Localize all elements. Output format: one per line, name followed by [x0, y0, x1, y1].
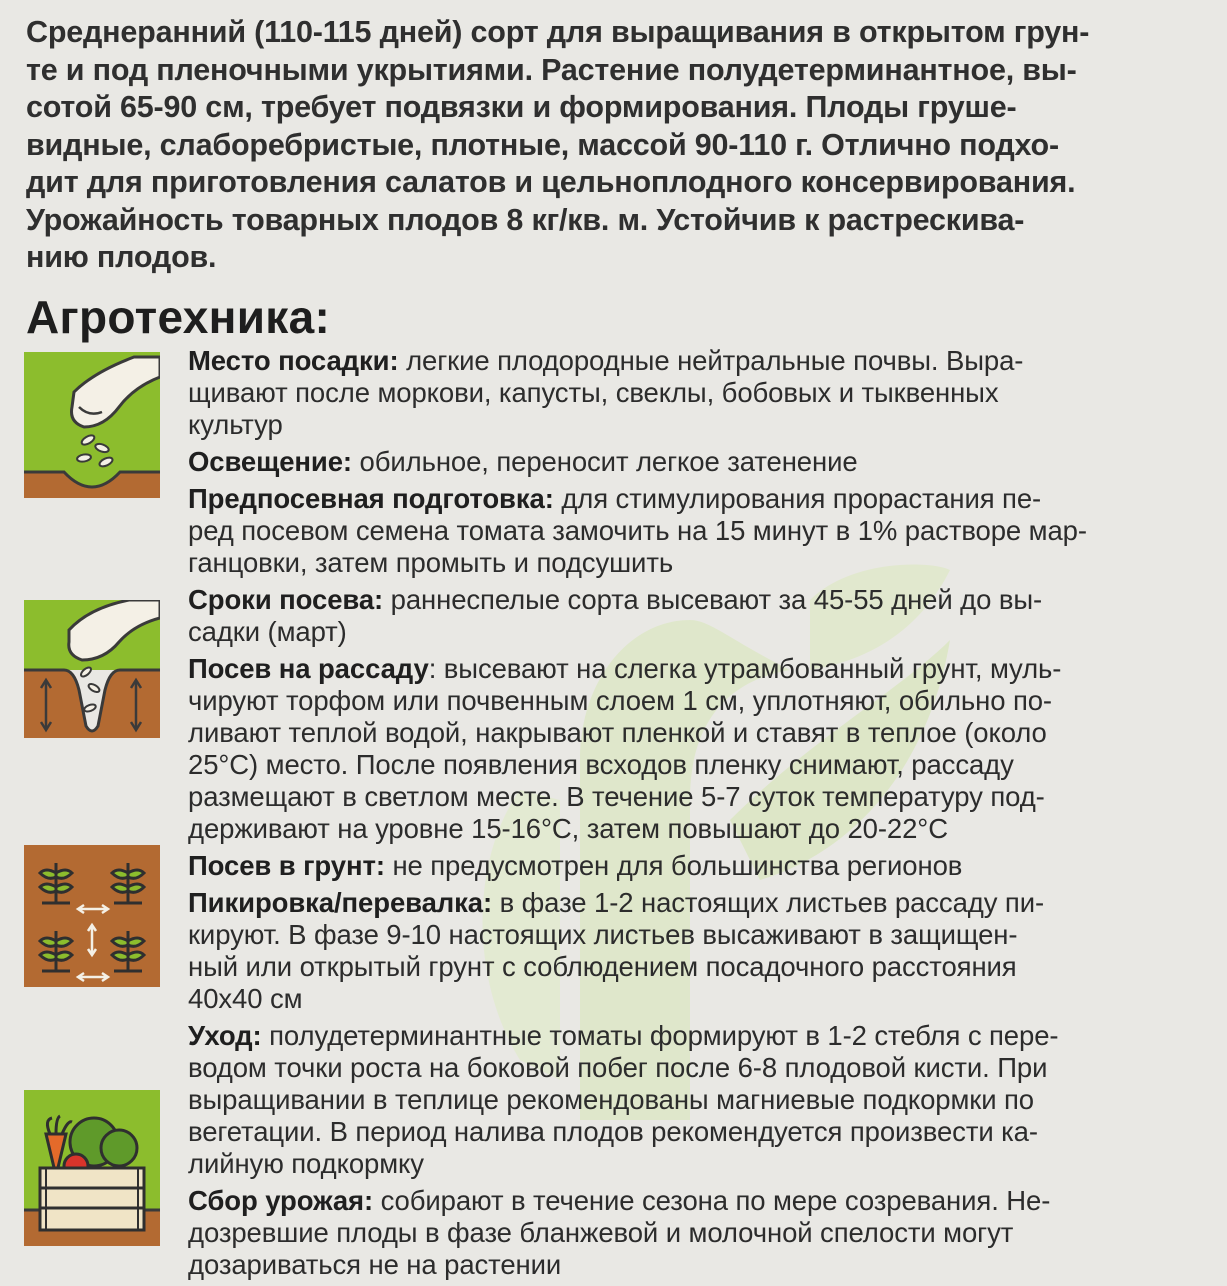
list-item: [188, 850, 1198, 882]
item-text: ред посевом семена томата замочить на 15 минут в 1% растворе мар-: [188, 515, 1087, 546]
item-text: полудетерминантные томаты формируют в 1-2 стебля с пере-: [261, 1020, 1059, 1051]
intro-line: видные, слаборебристые, плотные, массой 90-110 г. Отлично подхо-: [26, 127, 1059, 162]
list-item: [188, 1185, 1198, 1281]
vegetable-crate-icon: [24, 1090, 160, 1246]
hand-sowing-seeds-icon: [24, 352, 160, 498]
list-item: [188, 446, 1198, 478]
item-text: собирают в течение сезона по мере созревания. Не-: [373, 1185, 1051, 1216]
item-label: Посев на рассаду: [188, 653, 429, 684]
list-item: [188, 887, 1198, 1015]
item-label: Место посадки:: [188, 345, 399, 376]
item-text: чируют торфом или почвенным слоем 1 см, уплотняют, обильно по-: [188, 685, 1052, 716]
item-text: 25°C) место. После появления всходов пленку снимают, рассаду: [188, 749, 1014, 780]
item-text: дозревшие плоды в фазе бланжевой и молочной спелости могут: [188, 1217, 1014, 1248]
item-text: обильное, переносит легкое затенение: [352, 446, 858, 477]
agrotechnics-list: [188, 345, 1198, 1286]
item-text: выращивании в теплице рекомендованы магниевые подкормки по: [188, 1084, 1035, 1115]
intro-line: дит для приготовления салатов и цельноплодного консервирования.: [26, 165, 1076, 199]
list-item: [188, 1020, 1198, 1180]
agrotechnics-heading: Агротехника:: [26, 291, 331, 343]
item-label: Посев в грунт:: [188, 850, 385, 881]
item-label: Уход:: [188, 1020, 262, 1051]
intro-line: Среднеранний (110-115 дней) сорт для выращивания в открытом грун-: [26, 15, 1090, 49]
item-text: 40х40 см: [188, 983, 303, 1014]
variety-description: [26, 14, 1196, 277]
list-item: [188, 584, 1198, 648]
item-text: лийную подкормку: [188, 1148, 424, 1179]
item-text: ганцовки, затем промыть и подсушить: [188, 547, 674, 578]
item-text: дозариваться не на растении: [188, 1249, 562, 1280]
item-label: Пикировка/перевалка:: [188, 887, 493, 918]
intro-line: сотой 65-90 см, требует подвязки и формирования. Плоды груше-: [26, 90, 1017, 124]
item-text: культур: [188, 409, 283, 440]
seedling-spacing-icon: [24, 845, 160, 987]
item-label: Освещение:: [188, 446, 352, 477]
item-text: щивают после моркови, капусты, свеклы, бобовых и тыквенных: [188, 377, 999, 408]
item-label: Сроки посева:: [188, 584, 384, 615]
hand-sowing-furrow-icon: [24, 600, 160, 738]
item-text: не предусмотрен для большинства регионов: [384, 850, 963, 881]
intro-line: те и под пленочными укрытиями. Растение полудетерминантное, вы-: [26, 52, 1077, 87]
item-text: для стимулирования прорастания пе-: [553, 483, 1042, 514]
item-text: : высевают на слегка утрамбованный грунт, муль-: [428, 653, 1062, 684]
intro-line: Урожайность товарных плодов 8 кг/кв. м. Устойчив к растрескива-: [26, 202, 1025, 237]
item-label: Сбор урожая:: [188, 1185, 374, 1216]
item-text: держивают на уровне 15-16°C, затем повышают до 20-22°C: [188, 813, 948, 844]
list-item: [188, 653, 1198, 845]
item-text: вегетации. В период налива плодов рекомендуется произвести ка-: [188, 1116, 1038, 1147]
item-text: ный или открытый грунт с соблюдением посадочного расстояния: [188, 951, 1017, 982]
intro-line: нию плодов.: [26, 240, 217, 274]
item-text: кируют. В фазе 9-10 настоящих листьев высаживают в защищен-: [188, 919, 1018, 950]
item-text: размещают в светлом месте. В течение 5-7 суток температуру под-: [188, 781, 1045, 812]
item-text: в фазе 1-2 настоящих листьев рассаду пи-: [492, 887, 1045, 918]
item-text: раннеспелые сорта высевают за 45-55 дней до вы-: [383, 584, 1043, 615]
list-item: [188, 345, 1198, 441]
list-item: [188, 483, 1198, 579]
item-text: садки (март): [188, 616, 347, 647]
item-text: ливают теплой водой, накрывают пленкой и ставят в теплое (около: [188, 717, 1047, 748]
item-text: водом точки роста на боковой побег после 6-8 плодовой кисти. При: [188, 1052, 1048, 1083]
item-label: Предпосевная подготовка:: [188, 483, 554, 514]
item-text: легкие плодородные нейтральные почвы. Выра-: [398, 345, 1024, 376]
